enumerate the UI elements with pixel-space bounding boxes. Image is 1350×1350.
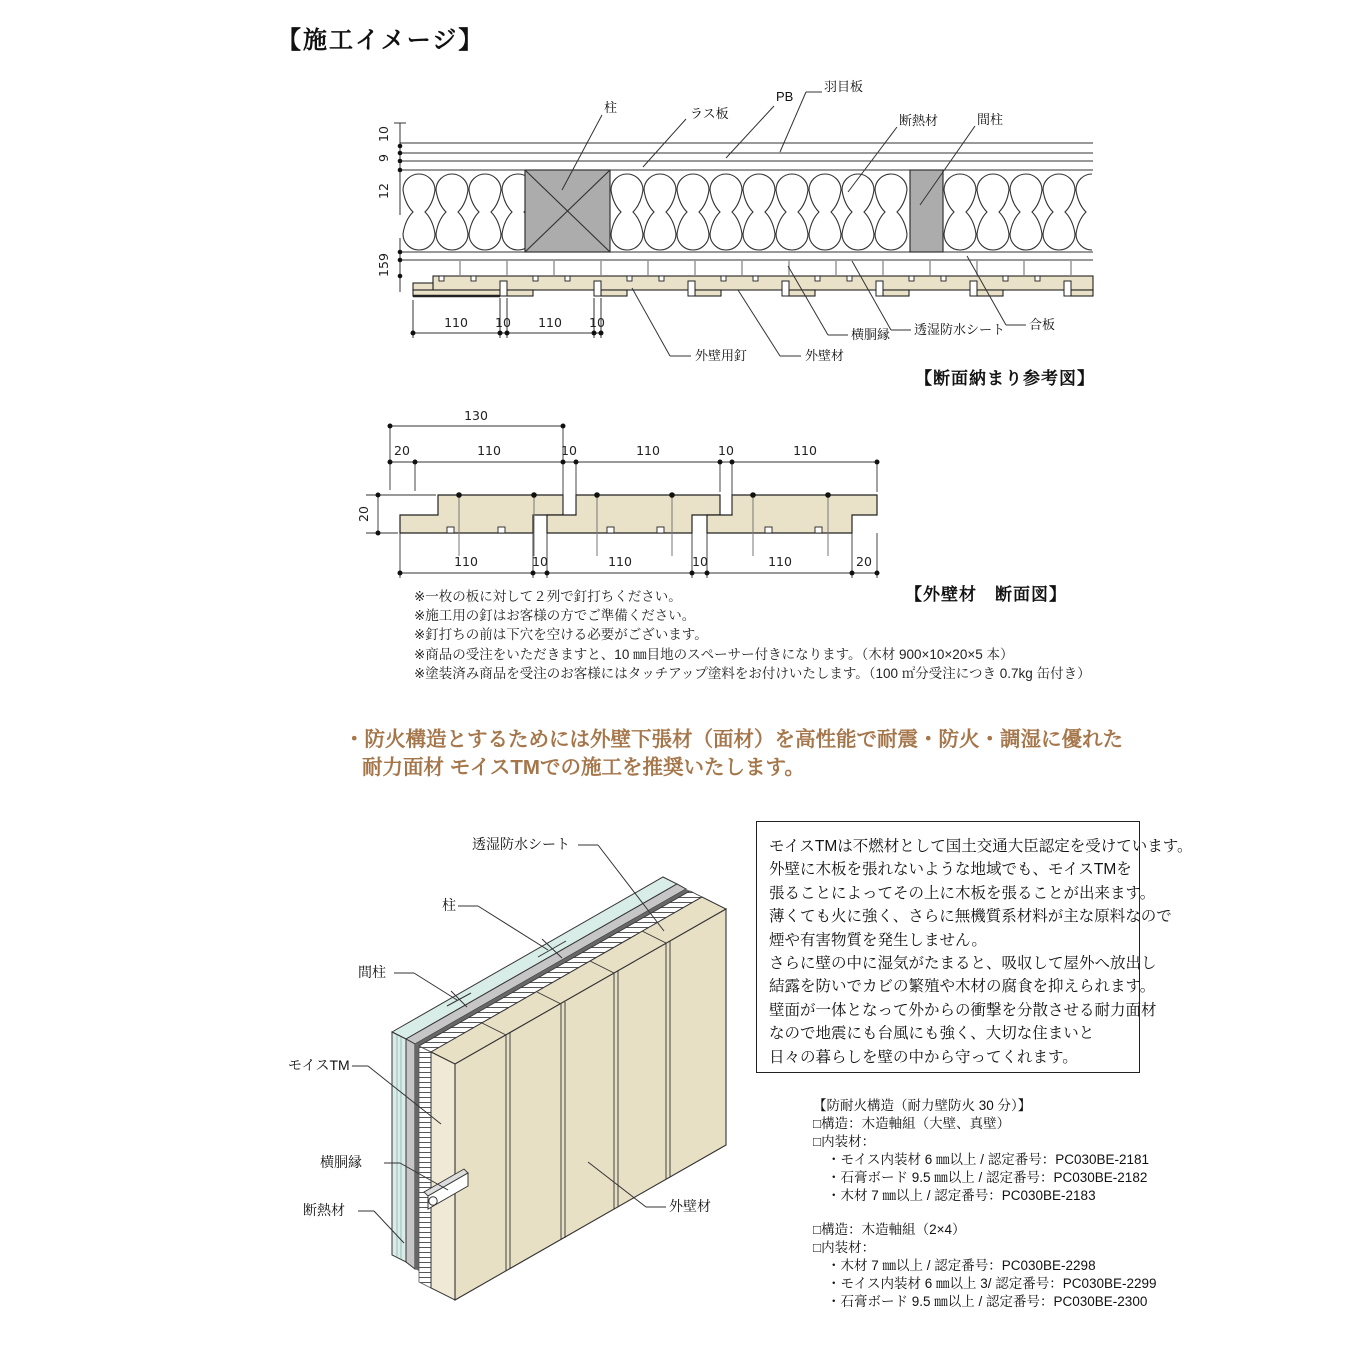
d2-caption: 【外壁材 断面図】 bbox=[905, 585, 1067, 604]
d3-label-siding: 外壁材 bbox=[669, 1198, 711, 1214]
dim-label: 10 bbox=[718, 443, 734, 458]
infobox-line: さらに壁の中に湿気がたまると、吸収して屋外へ放出し bbox=[769, 955, 1157, 973]
dim-label: 20 bbox=[856, 554, 872, 569]
moiss-edge-face bbox=[406, 1039, 415, 1269]
note-line: ※商品の受注をいただきますと、10 ㎜目地のスペーサー付きになります。（木材 900×10×20×5 本） bbox=[414, 646, 1014, 662]
fire-resistance-specs bbox=[813, 1097, 1157, 1311]
d1-label-furring: 横胴縁 bbox=[851, 327, 891, 342]
left-dimension-chain bbox=[394, 123, 406, 292]
specs-interior-1: □内装材： bbox=[813, 1134, 876, 1149]
specs-item: ・モイス内装材 6 ㎜以上 / 認定番号：PC030BE-2181 bbox=[827, 1152, 1150, 1167]
infobox-line: 外壁に木板を張れないような地域でも、モイスTMを bbox=[769, 861, 1132, 879]
dim-label: 110 bbox=[793, 443, 817, 458]
dim-label: 110 bbox=[454, 554, 478, 569]
infobox-line: 張ることによってその上に木板を張ることが出来ます。 bbox=[769, 884, 1156, 902]
dim-label: 110 bbox=[636, 443, 660, 458]
d3-label-sheet: 透湿防水シート bbox=[472, 836, 570, 852]
d3-label-moiss: モイスTM bbox=[288, 1057, 350, 1073]
infobox-line: 日々の暮らしを壁の中から守ってくれます。 bbox=[769, 1048, 1078, 1066]
dim-label: 15 bbox=[376, 261, 391, 277]
infobox-line: モイスTMは不燃材として国土交通大臣認定を受けています。 bbox=[769, 838, 1193, 855]
recommendation-line2: 耐力面材 モイスTMでの施工を推奨いたします。 bbox=[362, 755, 805, 779]
dim-label: 9 bbox=[376, 154, 391, 162]
d3-label-insulation: 断熱材 bbox=[303, 1202, 345, 1218]
d1-label-pb: PB bbox=[776, 89, 794, 104]
dim-label: 9 bbox=[376, 253, 391, 261]
d1-label-stud: 間柱 bbox=[977, 112, 1004, 127]
note-line: ※施工用の釘はお客様の方でご準備ください。 bbox=[414, 608, 696, 624]
dim-label: 110 bbox=[538, 315, 562, 330]
dim-label: 10 bbox=[692, 554, 708, 569]
siding-boards bbox=[400, 495, 877, 533]
d1-label-plywood: 合板 bbox=[1029, 317, 1056, 332]
insulation-edge-face bbox=[392, 1032, 406, 1262]
insulation-pattern bbox=[403, 174, 1108, 250]
d1-label-siding: 外壁材 bbox=[805, 348, 845, 363]
d3-label-stud: 間柱 bbox=[358, 964, 386, 980]
dim-label: 10 bbox=[495, 315, 511, 330]
dim-label: 10 bbox=[376, 126, 391, 142]
d1-label-sheet: 透湿防水シート bbox=[914, 322, 1006, 337]
infobox-line: 結露を防いでカビの繁殖や木材の腐食を抑えられます。 bbox=[769, 978, 1156, 996]
infobox-line: なので地震にも台風にも強く、大切な住まいと bbox=[769, 1025, 1095, 1043]
infobox-line: 薄くても火に強く、さらに無機質系材料が主な原料なので bbox=[769, 908, 1172, 926]
pillar-section bbox=[525, 170, 610, 252]
d1-label-insulation: 断熱材 bbox=[899, 113, 939, 128]
dim-label: 10 bbox=[561, 443, 577, 458]
recommendation-line1: ・防火構造とするためには外壁下張材（面材）を高性能で耐震・防火・調湿に優れた bbox=[344, 728, 1123, 751]
dim-label: 20 bbox=[356, 506, 371, 522]
fireproof-recommendation bbox=[344, 726, 1123, 781]
stud-section bbox=[910, 170, 943, 252]
specs-item: ・モイス内装材 6 ㎜以上 3/ 認定番号：PC030BE-2299 bbox=[827, 1276, 1157, 1291]
dim-label: 130 bbox=[464, 408, 488, 423]
d1-caption: 【断面納まり参考図】 bbox=[915, 369, 1095, 388]
specs-item: ・木材 7 ㎜以上 / 認定番号：PC030BE-2183 bbox=[827, 1188, 1096, 1203]
installation-notes bbox=[414, 587, 1091, 683]
infobox-line: 壁面が一体となって外からの衝撃を分散させる耐力面材 bbox=[769, 1001, 1157, 1019]
dim-label: 110 bbox=[477, 443, 501, 458]
dim-label: 20 bbox=[394, 443, 410, 458]
specs-item: ・石膏ボード 9.5 ㎜以上 / 認定番号：PC030BE-2182 bbox=[827, 1170, 1148, 1185]
siding-cross-section-diagram bbox=[355, 403, 1105, 585]
dim-label: 12 bbox=[376, 183, 391, 199]
note-line: ※一枚の板に対して２列で釘打ちください。 bbox=[414, 589, 682, 604]
specs-item: ・木材 7 ㎜以上 / 認定番号：PC030BE-2298 bbox=[827, 1258, 1096, 1273]
dim-label: 10 bbox=[589, 315, 605, 330]
specs-interior-2: □内装材： bbox=[813, 1240, 876, 1255]
dim-label: 110 bbox=[608, 554, 632, 569]
sheet-edge-face bbox=[415, 1044, 419, 1271]
airgap-edge-face bbox=[419, 1046, 431, 1288]
specs-heading: 【防耐火構造（耐力壁防火 30 分）】 bbox=[813, 1098, 1032, 1113]
d1-label-siding-nail: 外壁用釘 bbox=[695, 348, 748, 363]
dim-label: 110 bbox=[444, 315, 468, 330]
siding-profile bbox=[413, 276, 1093, 296]
note-line: ※釘打ちの前は下穴を空ける必要がございます。 bbox=[414, 627, 708, 643]
d1-label-lath-board: ラス板 bbox=[690, 106, 729, 121]
isometric-wall-diagram bbox=[283, 823, 755, 1303]
moiss-description-box bbox=[756, 821, 1193, 1073]
specs-item: ・石膏ボード 9.5 ㎜以上 / 認定番号：PC030BE-2300 bbox=[827, 1294, 1148, 1309]
infobox-line: 煙や有害物質を発生しません。 bbox=[769, 931, 987, 949]
dim-label: 110 bbox=[768, 554, 792, 569]
d1-label-pillar: 柱 bbox=[604, 100, 618, 115]
d1-label-paneling: 羽目板 bbox=[824, 79, 864, 94]
specs-structure-1: □構造：木造軸組（大壁、真壁） bbox=[813, 1116, 1011, 1131]
note-line: ※塗装済み商品を受注のお客様にはタッチアップ塗料をお付けいたします。（100 ㎡分受注につき 0.7kg 缶付き） bbox=[414, 665, 1091, 681]
furring-ticks bbox=[460, 261, 1071, 275]
d3-label-furring: 横胴縁 bbox=[320, 1154, 362, 1170]
page-title: 【施工イメージ】 bbox=[277, 27, 485, 54]
specs-structure-2: □構造：木造軸組（2×4） bbox=[813, 1222, 966, 1237]
d3-label-pillar: 柱 bbox=[442, 897, 456, 913]
dim-label: 10 bbox=[532, 554, 548, 569]
